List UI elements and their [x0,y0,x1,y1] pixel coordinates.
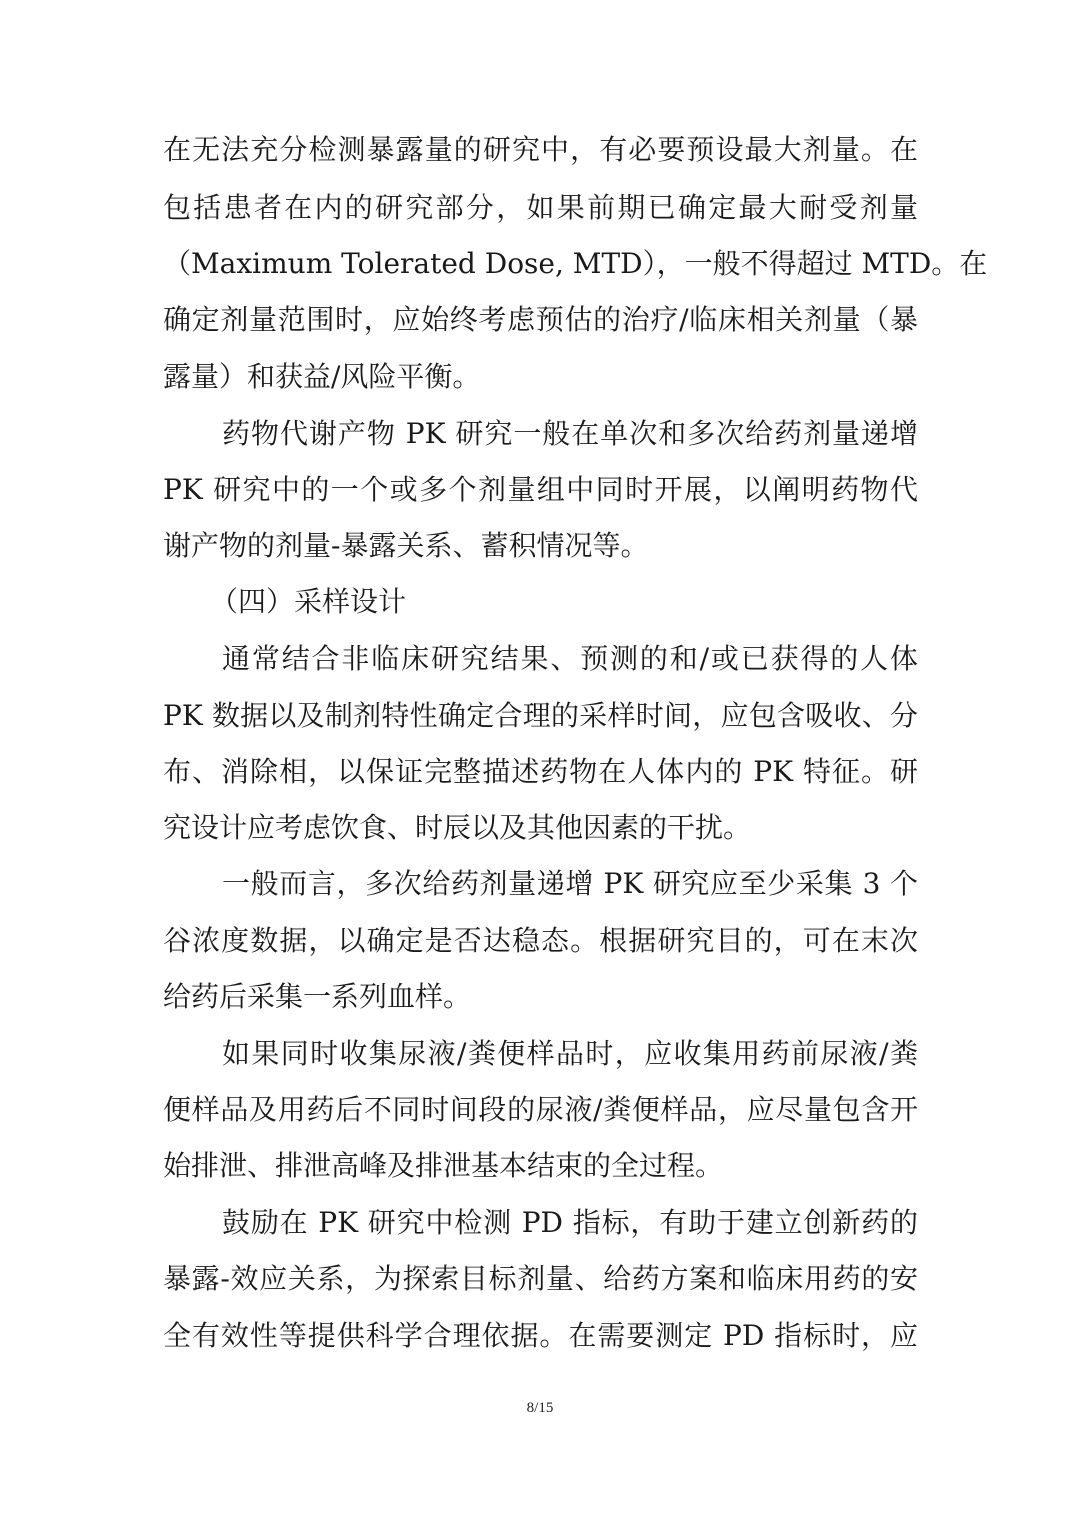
text-line: 布、消除相，以保证完整描述药物在人体内的 PK 特征。研 [163,755,918,788]
text-line: 谷浓度数据，以确定是否达稳态。根据研究目的，可在末次 [163,924,918,957]
text-line: 究设计应考虑饮食、时辰以及其他因素的干扰。 [163,811,752,844]
text-line: 鼓励在 PK 研究中检测 PD 指标，有助于建立创新药的 [222,1206,918,1239]
text-line: 包括患者在内的研究部分，如果前期已确定最大耐受剂量 [163,191,918,224]
text-line: 始排泄、排泄高峰及排泄基本结束的全过程。 [163,1149,724,1182]
text-line: 露量）和获益/风险平衡。 [163,360,481,393]
text-line: 药物代谢产物 PK 研究一般在单次和多次给药剂量递增 [222,417,918,450]
text-line: 确定剂量范围时，应始终考虑预估的治疗/临床相关剂量（暴 [163,303,918,336]
text-line: 谢产物的剂量-暴露关系、蓄积情况等。 [163,529,649,562]
text-line: 全有效性等提供科学合理依据。在需要测定 PD 指标时，应 [163,1319,918,1352]
text-line: 给药后采集一系列血样。 [163,980,472,1013]
text-line: PK 数据以及制剂特性确定合理的采样时间，应包含吸收、分 [163,699,918,732]
text-line: 如果同时收集尿液/粪便样品时，应收集用药前尿液/粪 [222,1037,918,1070]
text-line: 便样品及用药后不同时间段的尿液/粪便样品，应尽量包含开 [163,1093,918,1126]
text-line: 通常结合非临床研究结果、预测的和/或已获得的人体 [222,642,918,675]
text-line: （Maximum Tolerated Dose, MTD），一般不得超过 MTD。在 [163,247,988,280]
section-heading: （四）采样设计 [210,585,407,618]
page-number: 8/15 [526,1400,554,1416]
text-line: 一般而言，多次给药剂量递增 PK 研究应至少采集 3 个 [222,867,918,900]
text-line: PK 研究中的一个或多个剂量组中同时开展，以阐明药物代 [163,473,918,506]
text-line: 在无法充分检测暴露量的研究中，有必要预设最大剂量。在 [163,133,918,166]
text-line: 暴露-效应关系，为探索目标剂量、给药方案和临床用药的安 [163,1262,918,1295]
